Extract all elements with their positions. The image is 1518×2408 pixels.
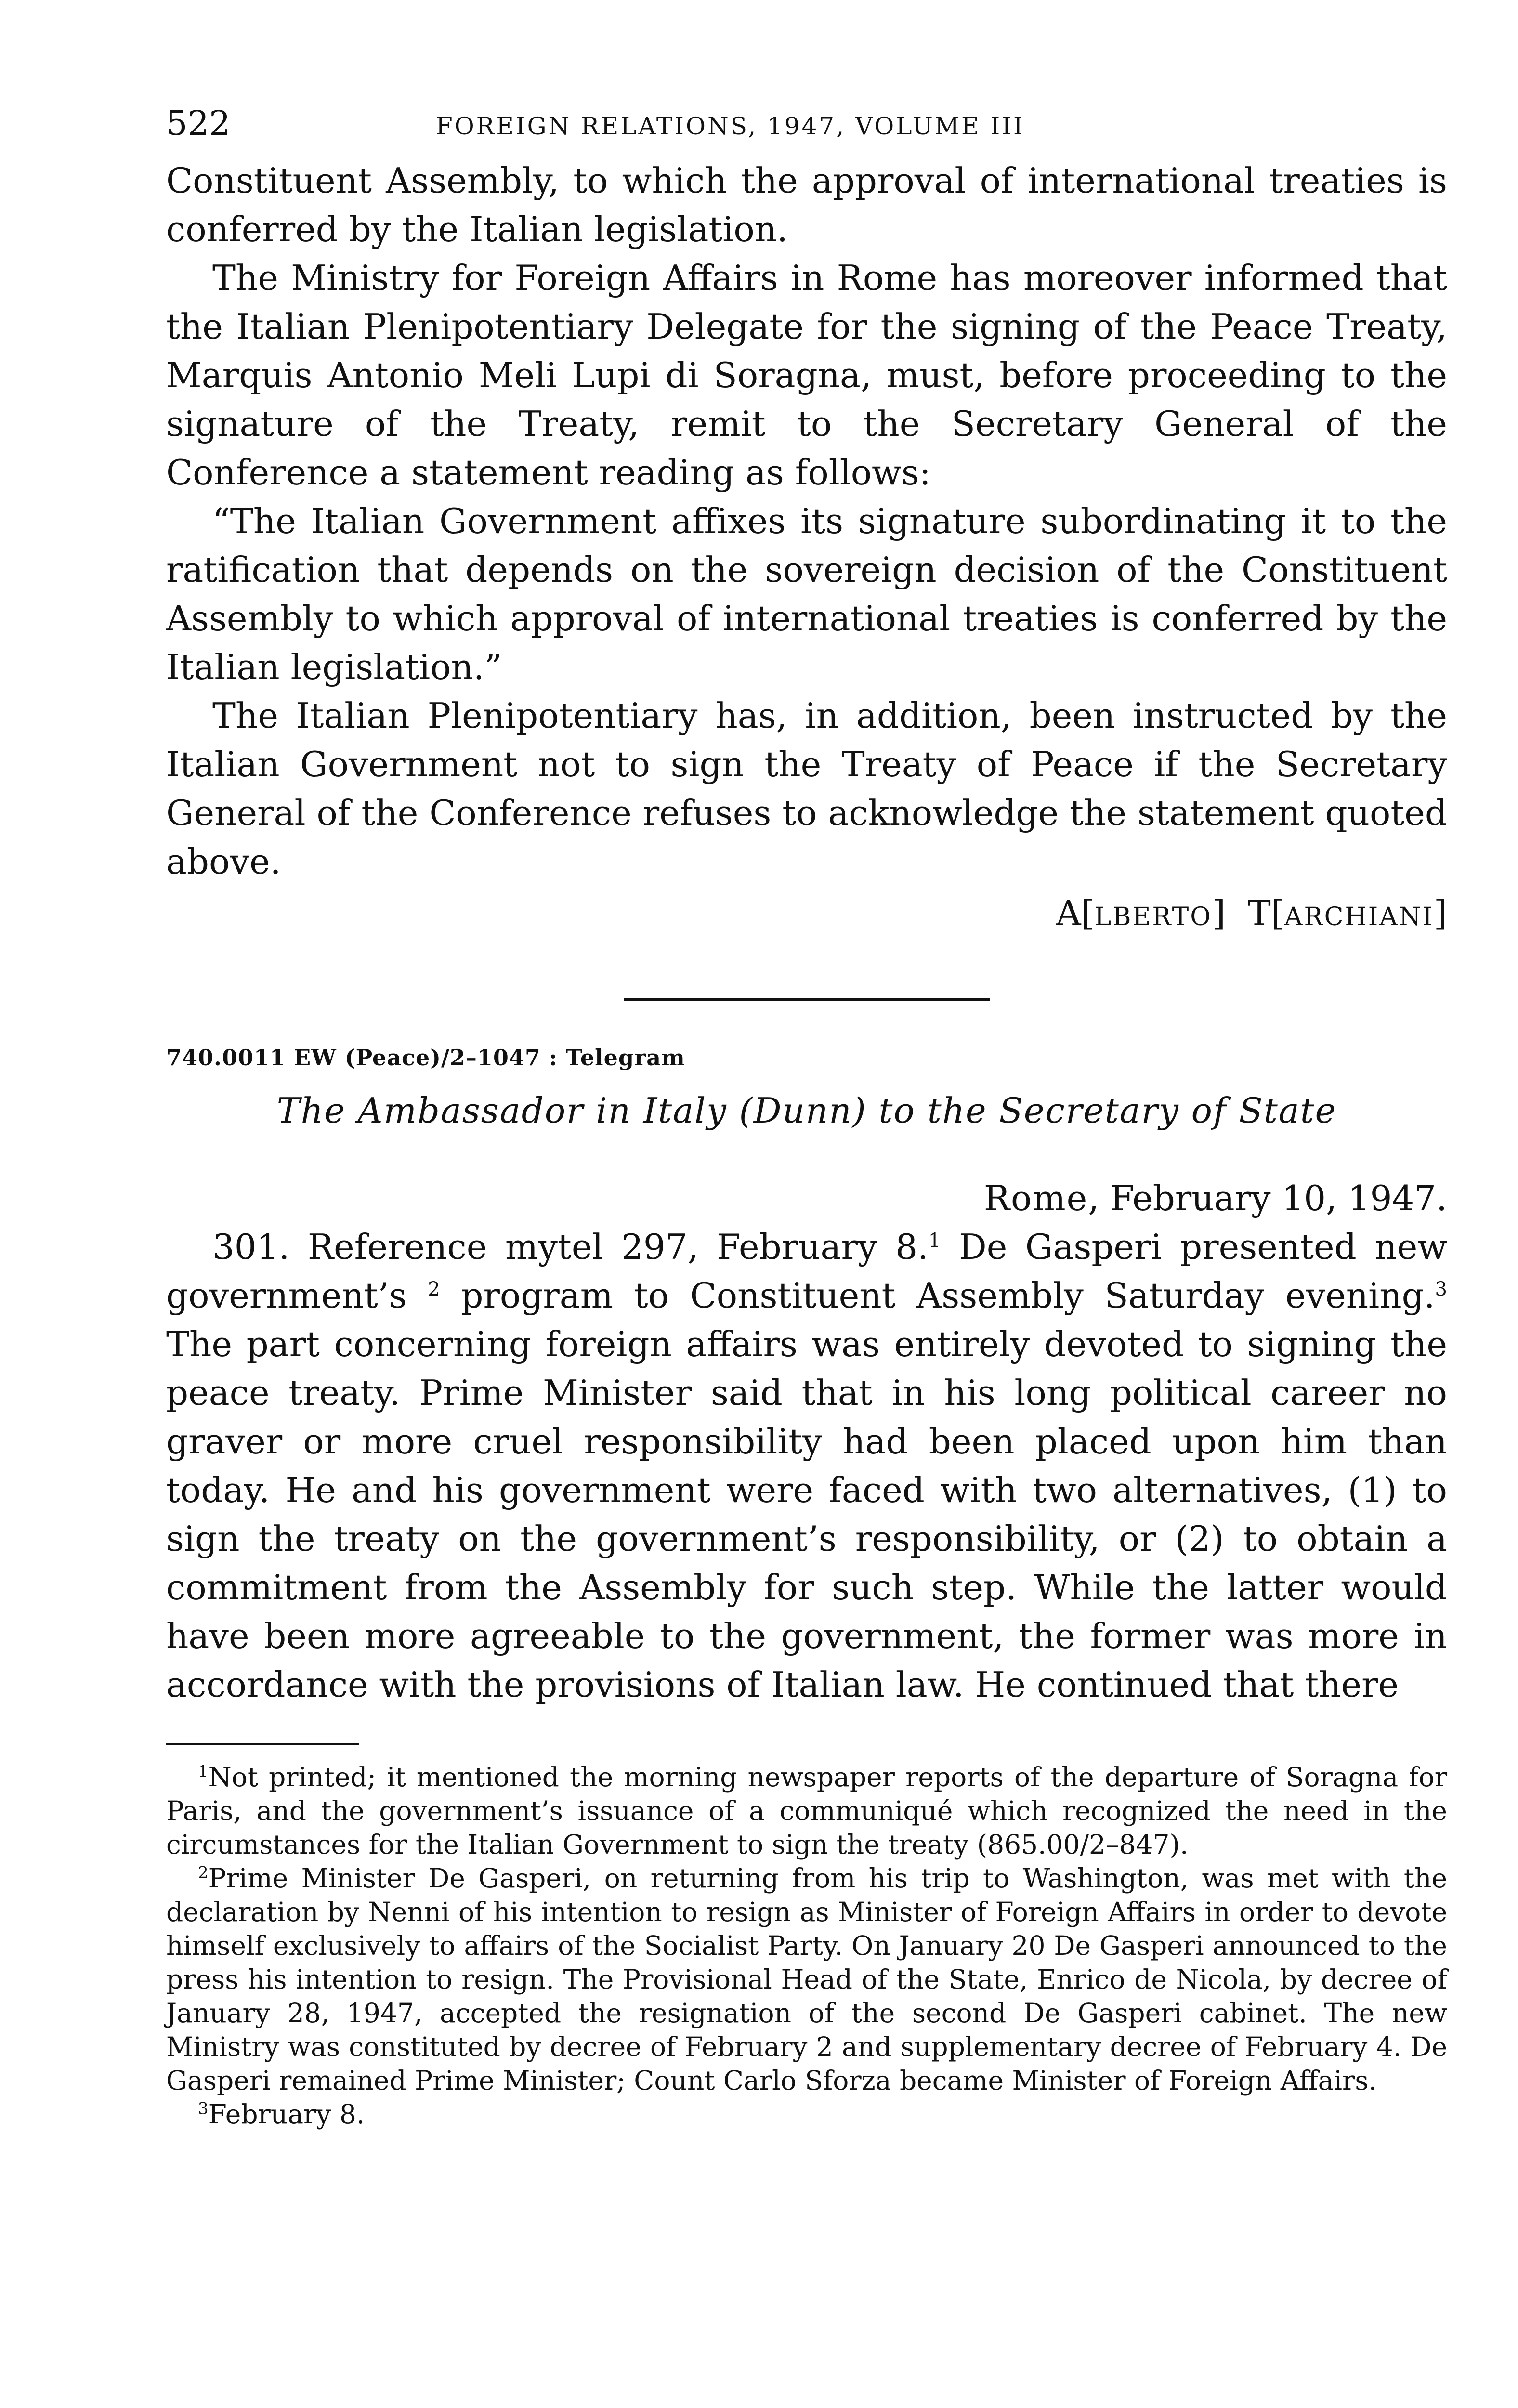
quoted-statement: “The Italian Government affixes its signature subordinating it to the ratification that depends on the sovereign decision of the Constituent Assembly to which approval of international treaties is conferred by the Italian legislation.” <box>166 501 1447 687</box>
running-title: FOREIGN RELATIONS, 1947, VOLUME III <box>436 112 1025 140</box>
running-head <box>166 104 1447 157</box>
footnote-1: $^1$Not printed; it mentioned the morning newspaper reports of the departure of Soragna for Paris, and the government’s issuance of a communiqué which recognized the need in the circumstances for the Italian Government to sign the treaty (865.00/2–847). <box>166 1762 1447 1860</box>
signature: A[LBERTO] T[ARCHIANI] <box>1056 893 1447 933</box>
dateline: Rome, February 10, 1947. <box>983 1178 1447 1218</box>
footnote-ref-1[interactable]: 1 <box>928 1230 941 1252</box>
footnote-ref-2[interactable]: 2 <box>428 1278 440 1300</box>
footnote-divider <box>166 1743 359 1745</box>
paragraph-continuation: Constituent Assembly, to which the approval of international treaties is conferred by the Italian legislation. <box>166 160 1447 249</box>
paragraph-instructions: The Italian Plenipotentiary has, in addition, been instructed by the Italian Government not to sign the Treaty of Peace if the Secretary General of the Conference refuses to acknowledge the statement quoted above. <box>166 695 1447 882</box>
paragraph-ministry: The Ministry for Foreign Affairs in Rome has moreover informed that the Italian Plenipotentiary Delegate for the signing of the Peace Treaty, Marquis Antonio Meli Lupi di Soragna, must, before proceeding to the signature of the Treaty, remit to the Secretary General of the Conference a statement reading as follows: <box>166 258 1447 493</box>
footnote-ref-3[interactable]: 3 <box>1435 1278 1447 1300</box>
telegram-body: 301. Reference mytel 297, February 8.$^1$ De Gasperi presented new government’s $^2$ program to Constituent Assembly Saturday evening.$^3$ The part concerning foreign affairs was entirely devoted to signing the peace treaty. Prime Minister said that in his long political career no graver or more cruel responsibility had been placed upon him than today. He and his government were faced with two alternatives, (1) to sign the treaty on the government’s responsibility, or (2) to obtain a commitment from the Assembly for such step. While the latter would have been more agreeable to the government, the former was more in accordance with the provisions of Italian law. He continued that there <box>166 1227 1447 1705</box>
footnote-3: $^3$February 8. <box>198 2099 365 2130</box>
document-page <box>166 104 1447 2131</box>
document-title: The Ambassador in Italy (Dunn) to the Secretary of State <box>276 1090 1337 1131</box>
page-number: 522 <box>166 104 231 143</box>
section-divider <box>624 998 990 1001</box>
file-reference: 740.0011 EW (Peace)/2–1047 : Telegram <box>166 1045 685 1071</box>
footnote-2: $^2$Prime Minister De Gasperi, on returning from his trip to Washington, was met with the declaration by Nenni of his intention to resign as Minister of Foreign Affairs in order to devote himself exclusively to affairs of the Socialist Party. On January 20 De Gasperi announced to the press his intention to resign. The Provisional Head of the State, Enrico de Nicola, by decree of January 28, 1947, accepted the resignation of the second De Gasperi cabinet. The new Ministry was constituted by decree of February 2 and supplementary decree of February 4. De Gasperi remained Prime Minister; Count Carlo Sforza became Minister of Foreign Affairs. <box>166 1863 1447 2096</box>
